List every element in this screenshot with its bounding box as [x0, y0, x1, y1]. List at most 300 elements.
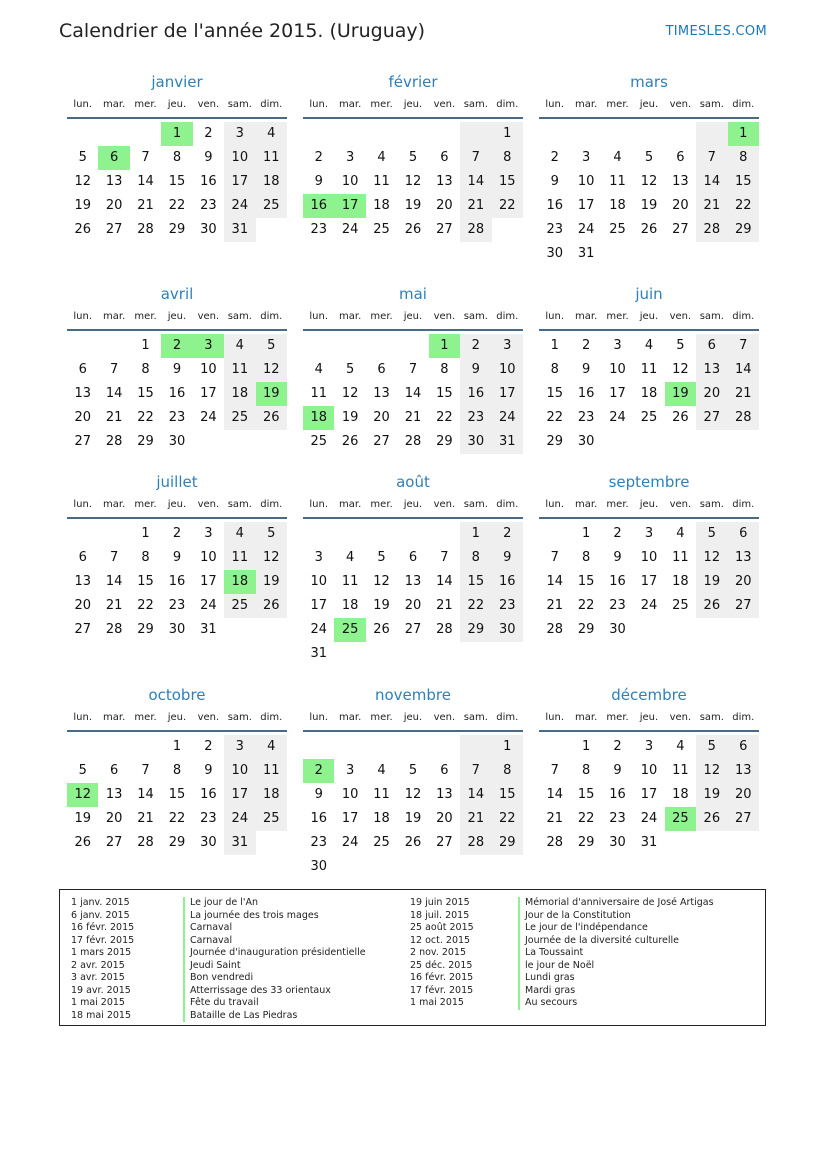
- day-cell: 18: [373, 198, 390, 213]
- day-cell: 2: [613, 739, 622, 754]
- day-cell: 24: [224, 807, 255, 831]
- day-cell: 4: [256, 122, 287, 146]
- weekday-label: mer.: [606, 499, 629, 510]
- weekday-label: ven.: [197, 99, 220, 110]
- empty-cell: [334, 334, 365, 358]
- day-cell: 11: [672, 763, 689, 778]
- weekday-label: lun.: [545, 99, 565, 110]
- day-cell: 15: [492, 783, 523, 807]
- month-6: [539, 284, 759, 454]
- legend-holiday-name: Lundi gras: [518, 972, 714, 985]
- day-cell: 6: [696, 334, 727, 358]
- holiday-day: 1: [161, 122, 192, 146]
- day-cell: 30: [609, 622, 626, 637]
- weekday-label: ven.: [669, 499, 692, 510]
- day-cell: 16: [577, 386, 595, 401]
- holiday-day: 2: [303, 759, 334, 783]
- month-7: [67, 472, 287, 642]
- weekday-label: jeu.: [403, 712, 423, 723]
- day-grid: [539, 522, 759, 642]
- brand-link[interactable]: TIMESLES.COM: [665, 24, 767, 39]
- day-cell: 10: [640, 550, 658, 565]
- weekday-label: jeu.: [639, 99, 659, 110]
- weekday-label: jeu.: [167, 311, 187, 322]
- weekday-header: [303, 97, 523, 119]
- day-cell: 3: [224, 735, 255, 759]
- day-cell: 2: [492, 522, 523, 546]
- day-cell: 29: [168, 835, 186, 850]
- weekday-label: dim.: [732, 311, 755, 322]
- day-cell: 27: [373, 434, 390, 449]
- day-cell: 7: [109, 362, 119, 377]
- day-cell: 18: [640, 386, 658, 401]
- day-cell: 17: [640, 787, 658, 802]
- day-cell: 22: [168, 198, 186, 213]
- day-cell: 14: [728, 358, 759, 382]
- weekday-header: [303, 309, 523, 331]
- day-cell: 26: [696, 807, 727, 831]
- day-cell: 3: [224, 122, 255, 146]
- day-cell: 11: [224, 546, 255, 570]
- empty-cell: [98, 122, 129, 146]
- day-cell: 11: [224, 358, 255, 382]
- day-cell: 15: [168, 174, 186, 189]
- weekday-label: sam.: [463, 499, 488, 510]
- day-cell: 19: [640, 198, 658, 213]
- day-cell: 3: [314, 550, 323, 565]
- empty-cell: [67, 522, 98, 546]
- weekday-label: mar.: [339, 311, 362, 322]
- weekday-label: dim.: [260, 499, 283, 510]
- day-cell: 15: [460, 570, 491, 594]
- day-cell: 21: [460, 194, 491, 218]
- weekday-label: lun.: [309, 99, 329, 110]
- day-cell: 19: [341, 410, 359, 425]
- day-cell: 19: [696, 570, 727, 594]
- day-cell: 22: [436, 410, 453, 425]
- legend-holiday-name: Jour de la Constitution: [518, 910, 714, 923]
- day-cell: 1: [141, 526, 150, 541]
- day-cell: 6: [440, 763, 449, 778]
- weekday-label: dim.: [496, 712, 519, 723]
- weekday-label: sam.: [699, 712, 724, 723]
- day-cell: 28: [546, 835, 563, 850]
- day-cell: 2: [550, 150, 559, 165]
- day-cell: 29: [492, 831, 523, 855]
- day-cell: 11: [341, 574, 359, 589]
- weekday-label: sam.: [463, 311, 488, 322]
- day-cell: 16: [492, 570, 523, 594]
- day-cell: 31: [224, 218, 255, 242]
- day-cell: 25: [224, 594, 255, 618]
- month-name: décembre: [611, 686, 687, 704]
- weekday-header: [67, 309, 287, 331]
- day-cell: 30: [609, 835, 626, 850]
- day-cell: 24: [577, 222, 595, 237]
- legend-holiday-name: Carnaval: [183, 922, 366, 935]
- day-cell: 8: [728, 146, 759, 170]
- day-cell: 23: [168, 598, 186, 613]
- day-cell: 23: [492, 594, 523, 618]
- weekday-label: sam.: [227, 99, 252, 110]
- day-cell: 12: [696, 546, 727, 570]
- weekday-label: jeu.: [403, 499, 423, 510]
- legend-holiday-date: 18 mai 2015: [71, 1009, 132, 1021]
- day-cell: 21: [546, 598, 563, 613]
- weekday-label: mar.: [575, 712, 598, 723]
- legend-holiday-date: 1 janv. 2015: [71, 897, 130, 908]
- day-cell: 5: [377, 550, 386, 565]
- day-cell: 20: [696, 382, 727, 406]
- holiday-day: 6: [98, 146, 129, 170]
- weekday-label: jeu.: [167, 99, 187, 110]
- weekday-label: sam.: [463, 712, 488, 723]
- day-cell: 23: [609, 598, 626, 613]
- empty-cell: [366, 334, 397, 358]
- legend-holiday-name: Au secours: [518, 997, 714, 1010]
- day-grid: [539, 122, 759, 266]
- day-cell: 20: [404, 598, 422, 613]
- day-cell: 25: [224, 406, 255, 430]
- day-cell: 6: [440, 150, 449, 165]
- day-cell: 8: [460, 546, 491, 570]
- holiday-day: 25: [665, 807, 696, 831]
- month-name: octobre: [148, 686, 206, 704]
- day-cell: 19: [404, 811, 422, 826]
- day-cell: 21: [546, 811, 563, 826]
- day-cell: 4: [676, 526, 685, 541]
- day-grid: [303, 735, 523, 879]
- day-cell: 26: [74, 222, 91, 237]
- legend-holiday-date: 19 juin 2015: [410, 897, 470, 908]
- day-cell: 5: [78, 150, 87, 165]
- page-title: Calendrier de l'année 2015. (Uruguay): [59, 20, 426, 42]
- weekday-label: ven.: [433, 99, 456, 110]
- day-cell: 3: [644, 526, 654, 541]
- day-cell: 14: [460, 170, 491, 194]
- empty-cell: [570, 122, 601, 146]
- day-cell: 19: [404, 198, 422, 213]
- day-cell: 21: [696, 194, 727, 218]
- day-cell: 11: [373, 174, 390, 189]
- day-cell: 13: [74, 574, 91, 589]
- day-grid: [303, 522, 523, 666]
- day-cell: 20: [105, 198, 123, 213]
- weekday-label: dim.: [732, 99, 755, 110]
- day-cell: 9: [581, 362, 591, 377]
- day-cell: 16: [168, 386, 186, 401]
- day-cell: 18: [341, 598, 359, 613]
- day-cell: 23: [546, 222, 563, 237]
- day-cell: 19: [74, 811, 91, 826]
- empty-cell: [665, 122, 696, 146]
- day-cell: 30: [310, 859, 327, 874]
- day-cell: 4: [224, 522, 255, 546]
- day-cell: 26: [640, 222, 658, 237]
- month-3: [539, 72, 759, 266]
- day-cell: 14: [436, 574, 453, 589]
- day-cell: 6: [676, 150, 685, 165]
- day-cell: 24: [224, 194, 255, 218]
- day-cell: 21: [137, 198, 154, 213]
- day-cell: 28: [546, 622, 563, 637]
- day-cell: 7: [141, 150, 150, 165]
- day-cell: 21: [137, 811, 154, 826]
- day-cell: 26: [256, 406, 287, 430]
- month-10: [67, 685, 287, 855]
- day-cell: 28: [137, 835, 154, 850]
- day-cell: 22: [492, 194, 523, 218]
- day-cell: 14: [696, 170, 727, 194]
- weekday-label: lun.: [309, 311, 329, 322]
- empty-cell: [303, 735, 334, 759]
- day-cell: 25: [640, 410, 658, 425]
- day-cell: 20: [436, 811, 453, 826]
- weekday-label: ven.: [197, 499, 220, 510]
- weekday-label: mar.: [575, 499, 598, 510]
- month-name: février: [388, 73, 438, 91]
- weekday-label: sam.: [699, 311, 724, 322]
- day-cell: 16: [609, 787, 626, 802]
- day-cell: 28: [696, 218, 727, 242]
- holiday-day: 1: [728, 122, 759, 146]
- day-cell: 5: [408, 150, 418, 165]
- day-cell: 27: [105, 222, 123, 237]
- month-name: juillet: [156, 473, 198, 491]
- day-cell: 9: [492, 546, 523, 570]
- weekday-label: mer.: [134, 311, 157, 322]
- day-cell: 4: [345, 550, 355, 565]
- day-cell: 3: [644, 739, 654, 754]
- day-cell: 27: [404, 622, 422, 637]
- day-cell: 16: [310, 811, 327, 826]
- empty-cell: [397, 522, 428, 546]
- legend-holiday-name: Bon vendredi: [183, 972, 366, 985]
- day-cell: 8: [172, 150, 182, 165]
- day-cell: 6: [377, 362, 386, 377]
- empty-cell: [334, 735, 365, 759]
- day-cell: 5: [408, 763, 418, 778]
- day-cell: 7: [109, 550, 119, 565]
- day-cell: 17: [341, 811, 359, 826]
- day-cell: 21: [105, 598, 123, 613]
- day-cell: 31: [310, 646, 327, 661]
- day-cell: 22: [492, 807, 523, 831]
- day-cell: 27: [74, 622, 91, 637]
- day-cell: 13: [373, 386, 390, 401]
- day-cell: 2: [581, 338, 591, 353]
- day-cell: 14: [546, 787, 563, 802]
- legend-holiday-date: 2 avr. 2015: [71, 959, 125, 971]
- holiday-day: 19: [665, 382, 696, 406]
- weekday-label: jeu.: [403, 311, 423, 322]
- day-cell: 18: [224, 382, 255, 406]
- day-cell: 12: [74, 174, 91, 189]
- legend-holiday-date: 25 déc. 2015: [410, 959, 473, 971]
- day-cell: 15: [168, 787, 186, 802]
- day-cell: 21: [728, 382, 759, 406]
- holiday-day: 18: [224, 570, 255, 594]
- day-cell: 1: [172, 739, 182, 754]
- day-cell: 30: [200, 222, 217, 237]
- legend-holiday-date: 16 févr. 2015: [410, 972, 474, 983]
- day-cell: 24: [200, 598, 217, 613]
- day-grid: [303, 122, 523, 242]
- weekday-label: mar.: [339, 99, 362, 110]
- holiday-day: 17: [334, 194, 365, 218]
- day-cell: 3: [204, 526, 213, 541]
- day-cell: 20: [105, 811, 123, 826]
- legend-holiday-date: 25 août 2015: [410, 922, 474, 933]
- day-cell: 13: [728, 759, 759, 783]
- day-cell: 14: [460, 783, 491, 807]
- empty-cell: [98, 334, 129, 358]
- legend-holiday-date: 17 févr. 2015: [71, 934, 135, 946]
- day-cell: 29: [460, 618, 491, 642]
- day-cell: 20: [373, 410, 390, 425]
- holiday-day: 2: [161, 334, 192, 358]
- legend-holiday-name: Le jour de l'indépendance: [518, 922, 714, 935]
- day-cell: 5: [696, 735, 727, 759]
- weekday-header: [67, 710, 287, 732]
- empty-cell: [429, 122, 460, 146]
- day-cell: 13: [105, 174, 123, 189]
- month-8: [303, 472, 523, 666]
- day-cell: 12: [404, 787, 422, 802]
- day-cell: 27: [436, 835, 453, 850]
- day-cell: 10: [492, 358, 523, 382]
- weekday-label: ven.: [669, 712, 692, 723]
- day-cell: 17: [310, 598, 327, 613]
- legend-holiday-name: Mardi gras: [518, 985, 714, 998]
- legend-holiday-name: Le jour de l'An: [183, 897, 366, 910]
- day-cell: 7: [460, 146, 491, 170]
- day-cell: 28: [460, 831, 491, 855]
- day-cell: 12: [256, 546, 287, 570]
- day-cell: 1: [460, 522, 491, 546]
- day-cell: 2: [204, 739, 213, 754]
- day-cell: 14: [137, 787, 154, 802]
- day-cell: 9: [613, 763, 622, 778]
- day-cell: 23: [310, 222, 327, 237]
- day-cell: 30: [168, 434, 186, 449]
- empty-cell: [67, 735, 98, 759]
- weekday-header: [539, 97, 759, 119]
- day-cell: 5: [676, 338, 685, 353]
- day-cell: 26: [672, 410, 689, 425]
- day-cell: 10: [609, 362, 626, 377]
- holiday-day: 25: [334, 618, 365, 642]
- day-cell: 3: [613, 338, 622, 353]
- day-cell: 23: [460, 406, 491, 430]
- day-cell: 4: [644, 338, 654, 353]
- empty-cell: [539, 522, 570, 546]
- holiday-day: 18: [303, 406, 334, 430]
- day-cell: 4: [377, 150, 386, 165]
- day-cell: 18: [373, 811, 390, 826]
- day-cell: 22: [460, 594, 491, 618]
- day-cell: 13: [404, 574, 422, 589]
- day-cell: 16: [200, 174, 217, 189]
- empty-cell: [429, 735, 460, 759]
- day-cell: 25: [256, 194, 287, 218]
- day-cell: 21: [436, 598, 453, 613]
- day-cell: 5: [256, 522, 287, 546]
- day-cell: 29: [137, 622, 154, 637]
- day-cell: 26: [74, 835, 91, 850]
- day-cell: 7: [141, 763, 150, 778]
- day-cell: 22: [577, 811, 595, 826]
- empty-cell: [397, 334, 428, 358]
- day-grid: [67, 334, 287, 454]
- weekday-header: [539, 497, 759, 519]
- weekday-header: [539, 710, 759, 732]
- day-cell: 16: [460, 382, 491, 406]
- day-cell: 12: [640, 174, 658, 189]
- weekday-label: ven.: [197, 712, 220, 723]
- day-cell: 20: [672, 198, 689, 213]
- day-cell: 29: [728, 218, 759, 242]
- day-cell: 30: [460, 430, 491, 454]
- weekday-label: lun.: [73, 712, 93, 723]
- weekday-label: sam.: [227, 311, 252, 322]
- holiday-day: 3: [193, 334, 224, 358]
- day-cell: 29: [137, 434, 154, 449]
- day-cell: 23: [310, 835, 327, 850]
- day-cell: 26: [373, 622, 390, 637]
- day-cell: 13: [672, 174, 689, 189]
- day-grid: [303, 334, 523, 454]
- day-cell: 10: [341, 174, 359, 189]
- day-cell: 28: [105, 622, 123, 637]
- day-cell: 18: [672, 787, 689, 802]
- weekday-label: mer.: [134, 712, 157, 723]
- day-cell: 17: [492, 382, 523, 406]
- day-cell: 16: [609, 574, 626, 589]
- day-cell: 27: [74, 434, 91, 449]
- day-cell: 20: [436, 198, 453, 213]
- day-cell: 2: [460, 334, 491, 358]
- day-cell: 29: [577, 835, 595, 850]
- legend-holiday-name: Journée d'inauguration présidentielle: [183, 947, 366, 960]
- legend-left-names: [183, 897, 366, 1022]
- day-cell: 31: [640, 835, 658, 850]
- holiday-day: 1: [429, 334, 460, 358]
- day-cell: 30: [168, 622, 186, 637]
- day-cell: 5: [644, 150, 654, 165]
- month-name: mars: [630, 73, 668, 91]
- day-cell: 21: [460, 807, 491, 831]
- legend-holiday-name: Bataille de Las Piedras: [183, 1010, 366, 1023]
- day-cell: 3: [345, 763, 355, 778]
- month-9: [539, 472, 759, 642]
- empty-cell: [397, 122, 428, 146]
- day-cell: 7: [728, 334, 759, 358]
- day-cell: 7: [460, 759, 491, 783]
- day-cell: 17: [609, 386, 626, 401]
- day-cell: 31: [492, 430, 523, 454]
- weekday-label: lun.: [309, 712, 329, 723]
- day-cell: 13: [728, 546, 759, 570]
- weekday-label: lun.: [309, 499, 329, 510]
- legend-holiday-name: Jeudi Saint: [183, 960, 366, 973]
- legend-right-names: [518, 897, 714, 1010]
- empty-cell: [303, 522, 334, 546]
- day-cell: 7: [550, 550, 559, 565]
- day-cell: 21: [404, 410, 422, 425]
- day-cell: 10: [200, 362, 217, 377]
- day-cell: 27: [105, 835, 123, 850]
